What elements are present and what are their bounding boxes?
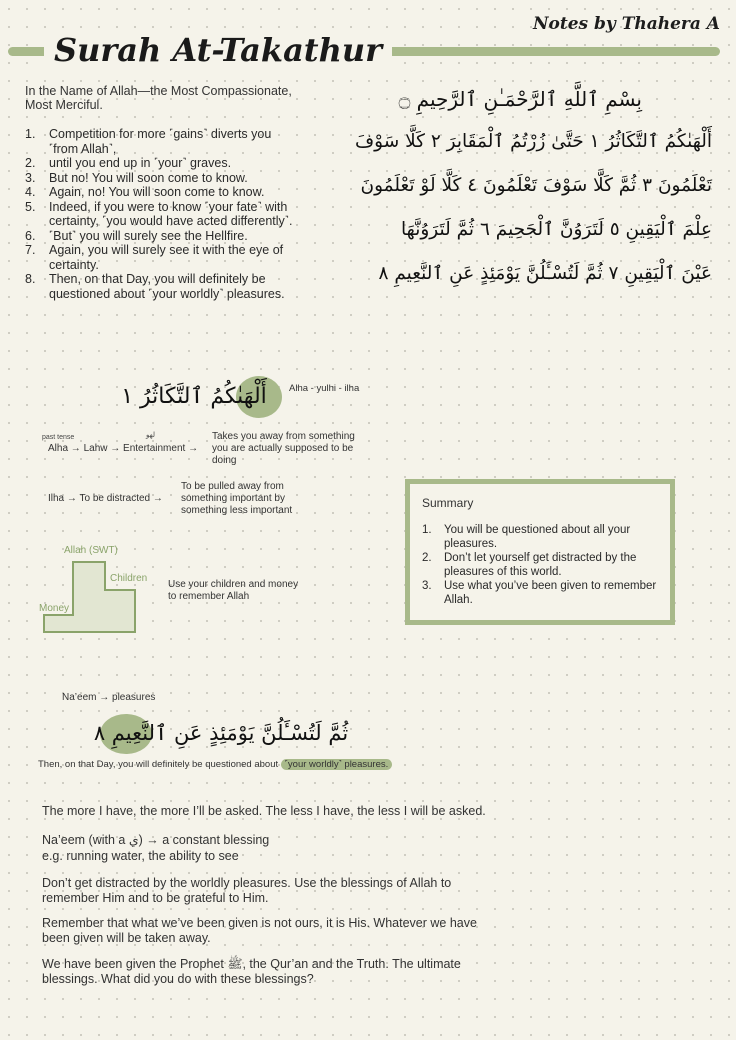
list-item: 5. Indeed, if you were to know ˹your fate˺ with certainty, ˹you would have acted differently˺. — [25, 199, 293, 228]
reflection-paragraph: Na’eem (with a ي) → a constant blessing — [42, 833, 270, 847]
word-study-arabic: أَلْهَىٰكُمُ ٱلتَّكَاثُرُ ١ — [121, 384, 267, 409]
list-item: 3. But no! You will soon come to know. — [25, 170, 248, 185]
reflection-paragraph: e.g. running water, the ability to see — [42, 849, 239, 863]
basmala-translation: In the Name of Allah—the Most Compassionate, Most Merciful. — [25, 84, 292, 112]
arabic-line: أَلْهَىٰكُمُ ٱلتَّكَاثُرُ ١ حَتَّىٰ زُرْتُمُ ٱلْمَقَابِرَ ٢ كَلَّا سَوْفَ — [355, 131, 712, 152]
caption-highlight: ˹your worldly˺ pleasures. — [281, 759, 392, 770]
naeem-caption — [38, 759, 392, 770]
arabic-line: بِسْمِ ٱللَّهِ ٱلرَّحْمَـٰنِ ٱلرَّحِيمِ ۝ — [398, 87, 642, 111]
translation-block — [25, 84, 297, 301]
list-item: 8. Then, on that Day, you will definitely be questioned about ˹your worldly˺ pleasures. — [25, 272, 285, 301]
diagram-bottom-label: Money — [39, 603, 70, 614]
summary-title: Summary — [422, 496, 474, 510]
list-item: 4. Again, no! You will soon come to know. — [25, 185, 265, 199]
root-forms-note: Alha - yulhi - ilha — [289, 383, 360, 394]
summary-list — [422, 524, 658, 608]
lahw-meaning: Takes you away from something you are actually supposed to be doing — [212, 431, 355, 466]
arabic-surah-text — [312, 78, 712, 296]
diagram-note: Use your children and money to remember Allah — [168, 579, 299, 602]
summary-box — [405, 479, 675, 625]
list-item: 7. Again, you will surely see it with the eye of certainty. — [25, 243, 284, 272]
lahw-arabic-label: لهو — [146, 431, 155, 439]
reflection-paragraph: Remember that what we’ve been given is not ours, it is His. Whatever we have been given will be taken away. — [42, 916, 477, 945]
author-credit: Notes by Thahera A — [533, 14, 720, 34]
diagram-mid-label: Children — [110, 573, 148, 584]
arabic-line: عَيْنَ ٱلْيَقِينِ ٧ ثُمَّ لَتُسْـَٔلُنَّ يَوْمَئِذٍ عَنِ ٱلنَّعِيمِ ٨ — [378, 263, 712, 284]
past-tense-label: past tense — [42, 434, 75, 441]
list-item: 1. Competition for more ˹gains˺ diverts you ˹from Allah˺, — [25, 127, 272, 156]
lahw-chain: Alha → Lahw → Entertainment → — [48, 443, 199, 454]
list-item: 1. You will be questioned about all your pleasures. — [422, 524, 631, 550]
naeem-arabic-verse: ثُمَّ لَتُسْـَٔلُنَّ يَوْمَئِذٍ عَنِ ٱلنَّعِيمِ ٨ — [93, 721, 349, 745]
ilha-meaning: To be pulled away from something important by something less important — [181, 481, 293, 516]
arabic-line: تَعْلَمُونَ ٣ ثُمَّ كَلَّا سَوْفَ تَعْلَمُونَ ٤ كَلَّا لَوْ تَعْلَمُونَ — [360, 175, 712, 196]
caption-text: Then, on that Day, you will definitely be questioned about — [38, 759, 279, 770]
naeem-label: Na’eem → pleasures — [62, 692, 156, 703]
diagram-top-label: Allah (SWT) — [64, 545, 118, 556]
list-item: 6. ˹But˺ you will surely see the Hellfire. — [25, 228, 248, 243]
verse-list — [25, 127, 297, 301]
reflection-paragraph: We have been given the Prophet ﷺ, the Qur’an and the Truth. The ultimate blessings. What did you do with these blessings? — [42, 957, 461, 986]
list-item: 2. Don’t let yourself get distracted by the pleasures of this world. — [422, 552, 637, 578]
reflection-paragraph: Don’t get distracted by the worldly pleasures. Use the blessings of Allah to remember Him and to be grateful to Him. — [42, 876, 452, 905]
list-item: 3. Use what you’ve been given to remember Allah. — [422, 580, 657, 606]
reflection-paragraph: The more I have, the more I’ll be asked. The less I have, the less I will be asked. — [42, 804, 486, 818]
list-item: 2. until you end up in ˹your˺ graves. — [25, 156, 232, 170]
ilha-definition: Ilha → To be distracted → — [48, 493, 163, 504]
page-title: Surah At-Takathur — [44, 28, 392, 72]
arabic-line: عِلْمَ ٱلْيَقِينِ ٥ لَتَرَوُنَّ ٱلْجَحِيمَ ٦ ثُمَّ لَتَرَوُنَّهَا — [401, 219, 712, 240]
